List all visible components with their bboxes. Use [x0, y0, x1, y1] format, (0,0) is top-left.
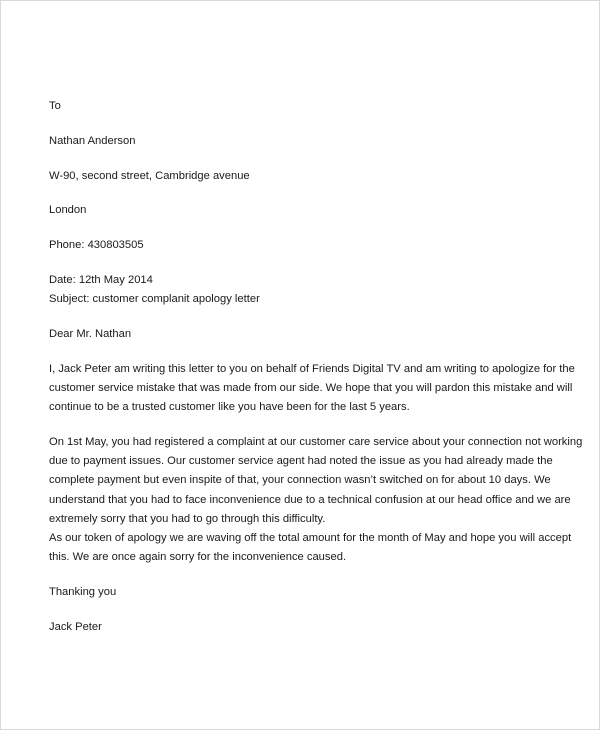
spacer — [49, 567, 569, 583]
spacer — [49, 255, 569, 271]
recipient-city: London — [49, 204, 87, 217]
paragraph-line: this. We are once again sorry for the inconvenience caused. — [49, 551, 347, 564]
spacer — [49, 151, 569, 167]
recipient-phone: Phone: 430803505 — [49, 239, 144, 252]
paragraph-apology — [49, 360, 575, 418]
paragraph-line: complete payment but even inspite of that, your connection wasn’t switched on for about 10 days. We — [49, 474, 551, 487]
closing: Thanking you — [49, 586, 117, 598]
paragraph-line: I, Jack Peter am writing this letter to you on behalf of Friends Digital TV and am writing to apologize for the — [49, 362, 575, 375]
spacer — [49, 186, 569, 202]
to-label: To — [49, 100, 61, 112]
signature: Jack Peter — [49, 620, 102, 633]
paragraph-line: As our token of apology we are waving off the total amount for the month of May and hope you will accept — [49, 532, 572, 544]
spacer — [49, 417, 569, 433]
spacer — [49, 116, 569, 132]
letter-subject: Subject: customer complanit apology letter — [49, 293, 260, 306]
recipient-name: Nathan Anderson — [49, 134, 136, 147]
spacer — [49, 602, 569, 618]
paragraph-line: due to payment issues. Our customer service agent had noted the issue as you had already made the — [49, 455, 553, 468]
paragraph-line: On 1st May, you had registered a complaint at our customer care service about your connection not working — [49, 435, 583, 448]
letter-body — [49, 97, 583, 637]
spacer — [49, 344, 569, 360]
paragraph-details — [49, 433, 583, 567]
paragraph-line: customer service mistake that was made from our side. We hope that you will pardon this mistake and will — [49, 381, 573, 394]
paragraph-line: extremely sorry that you had to go through this difficulty. — [49, 512, 326, 525]
letter-date: Date: 12th May 2014 — [49, 273, 153, 286]
recipient-address: W-90, second street, Cambridge avenue — [49, 169, 250, 182]
spacer — [49, 309, 569, 325]
salutation: Dear Mr. Nathan — [49, 327, 132, 340]
paragraph-line: continue to be a trusted customer like you have been for the last 5 years. — [49, 401, 410, 414]
paragraph-line: understand that you had to face inconvenience due to a technical confusion at our head office and we are — [49, 493, 571, 506]
spacer — [49, 221, 569, 237]
